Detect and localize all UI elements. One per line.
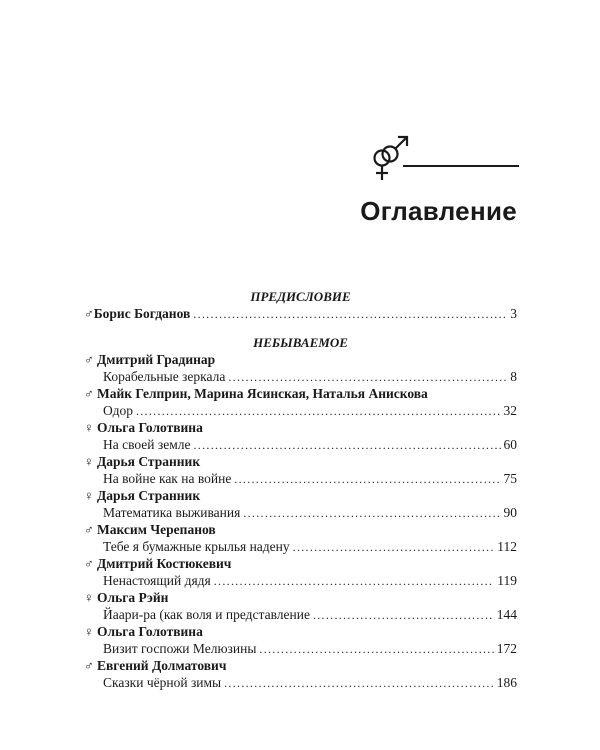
leader-dots — [293, 539, 495, 556]
toc-page-number: 75 — [503, 471, 517, 486]
toc-title-line[interactable] — [84, 470, 517, 487]
toc-author: Дмитрий Градинар — [97, 352, 216, 367]
toc-author: Максим Черепанов — [97, 522, 216, 537]
heading-rule — [403, 165, 519, 167]
female-icon: ♀ — [84, 624, 94, 639]
leader-dots — [136, 403, 501, 420]
toc-author: Евгений Долматович — [97, 658, 227, 673]
toc-entries — [84, 351, 517, 691]
toc-title-line[interactable] — [84, 572, 517, 589]
toc-story-title: Сказки чёрной зимы — [103, 675, 222, 690]
toc-entry-preface[interactable] — [84, 305, 517, 322]
toc-entry[interactable] — [84, 521, 517, 555]
toc-title-line[interactable] — [84, 402, 517, 419]
male-icon: ♂ — [84, 352, 94, 367]
toc-page-number: 60 — [503, 437, 517, 452]
toc-author-line — [84, 351, 517, 368]
male-icon: ♂ — [84, 306, 94, 321]
toc-author: Майк Гелприн, Марина Ясинская, Наталья Анискова — [97, 386, 428, 401]
male-icon: ♂ — [84, 386, 94, 401]
toc-story-title: Математика выживания — [103, 505, 241, 520]
toc-entry[interactable] — [84, 623, 517, 657]
toc-story-title: Корабельные зеркала — [103, 369, 226, 384]
toc-author: Дарья Странник — [97, 488, 201, 503]
toc-page-number: 32 — [503, 403, 517, 418]
toc-page-number: 3 — [510, 306, 517, 321]
toc-page-number: 112 — [497, 539, 517, 554]
female-icon: ♀ — [84, 420, 94, 435]
leader-dots — [193, 306, 507, 323]
toc-title-line[interactable] — [84, 504, 517, 521]
toc-title-line[interactable] — [84, 538, 517, 555]
toc-entry[interactable] — [84, 487, 517, 521]
toc-author-line — [84, 623, 517, 640]
toc-author-line — [84, 657, 517, 674]
toc-author-line — [84, 521, 517, 538]
table-of-contents — [84, 288, 517, 691]
toc-author: Борис Богданов — [93, 306, 191, 321]
male-icon: ♂ — [84, 556, 94, 571]
toc-title-line[interactable] — [84, 640, 517, 657]
toc-author: Ольга Голотвина — [97, 420, 203, 435]
toc-story-title: На своей земле — [103, 437, 191, 452]
main-section-title: НЕБЫВАЕМОЕ — [253, 335, 348, 350]
leader-dots — [228, 369, 507, 386]
toc-page-number: 144 — [496, 607, 517, 622]
toc-page-number: 90 — [503, 505, 517, 520]
toc-author: Дмитрий Костюкевич — [97, 556, 232, 571]
leader-dots — [313, 607, 494, 624]
toc-story-title: Ненастоящий дядя — [103, 573, 211, 588]
toc-entry[interactable] — [84, 385, 517, 419]
female-icon: ♀ — [84, 454, 94, 469]
toc-page-number: 8 — [510, 369, 517, 384]
leader-dots — [243, 505, 500, 522]
toc-story-title: Одор — [103, 403, 133, 418]
toc-entry[interactable] — [84, 657, 517, 691]
toc-author-line — [84, 453, 517, 470]
preface-section-title: ПРЕДИСЛОВИЕ — [250, 289, 351, 304]
toc-author-line — [84, 385, 517, 402]
toc-author-line — [84, 487, 517, 504]
female-icon: ♀ — [84, 488, 94, 503]
toc-author: Дарья Странник — [97, 454, 201, 469]
leader-dots — [224, 675, 494, 692]
toc-title-line[interactable] — [84, 436, 517, 453]
toc-title-line[interactable] — [84, 606, 517, 623]
toc-story-title: Тебе я бумажные крылья надену — [103, 539, 290, 554]
toc-entry[interactable] — [84, 351, 517, 385]
leader-dots — [234, 471, 500, 488]
female-icon: ♀ — [84, 590, 94, 605]
male-icon: ♂ — [84, 658, 94, 673]
toc-author: Ольга Голотвина — [97, 624, 203, 639]
toc-story-title: Йаари-ра (как воля и представление — [103, 607, 310, 622]
toc-page-number: 119 — [497, 573, 517, 588]
toc-title-line[interactable] — [84, 368, 517, 385]
gender-symbols-logo-icon — [368, 128, 418, 186]
leader-dots — [214, 573, 495, 590]
page-title: Оглавление — [360, 196, 517, 226]
toc-author-line — [84, 589, 517, 606]
leader-dots — [194, 437, 501, 454]
toc-entry[interactable] — [84, 555, 517, 589]
male-icon: ♂ — [84, 522, 94, 537]
toc-author-line — [84, 555, 517, 572]
toc-page-number: 186 — [496, 675, 517, 690]
toc-entry[interactable] — [84, 419, 517, 453]
toc-author: Ольга Рэйн — [97, 590, 169, 605]
toc-entry[interactable] — [84, 453, 517, 487]
toc-story-title: Визит госпожи Мелюзины — [103, 641, 257, 656]
toc-story-title: На войне как на войне — [103, 471, 232, 486]
toc-entry[interactable] — [84, 589, 517, 623]
leader-dots — [259, 641, 493, 658]
toc-page-number: 172 — [496, 641, 517, 656]
toc-author-line — [84, 419, 517, 436]
toc-title-line[interactable] — [84, 674, 517, 691]
